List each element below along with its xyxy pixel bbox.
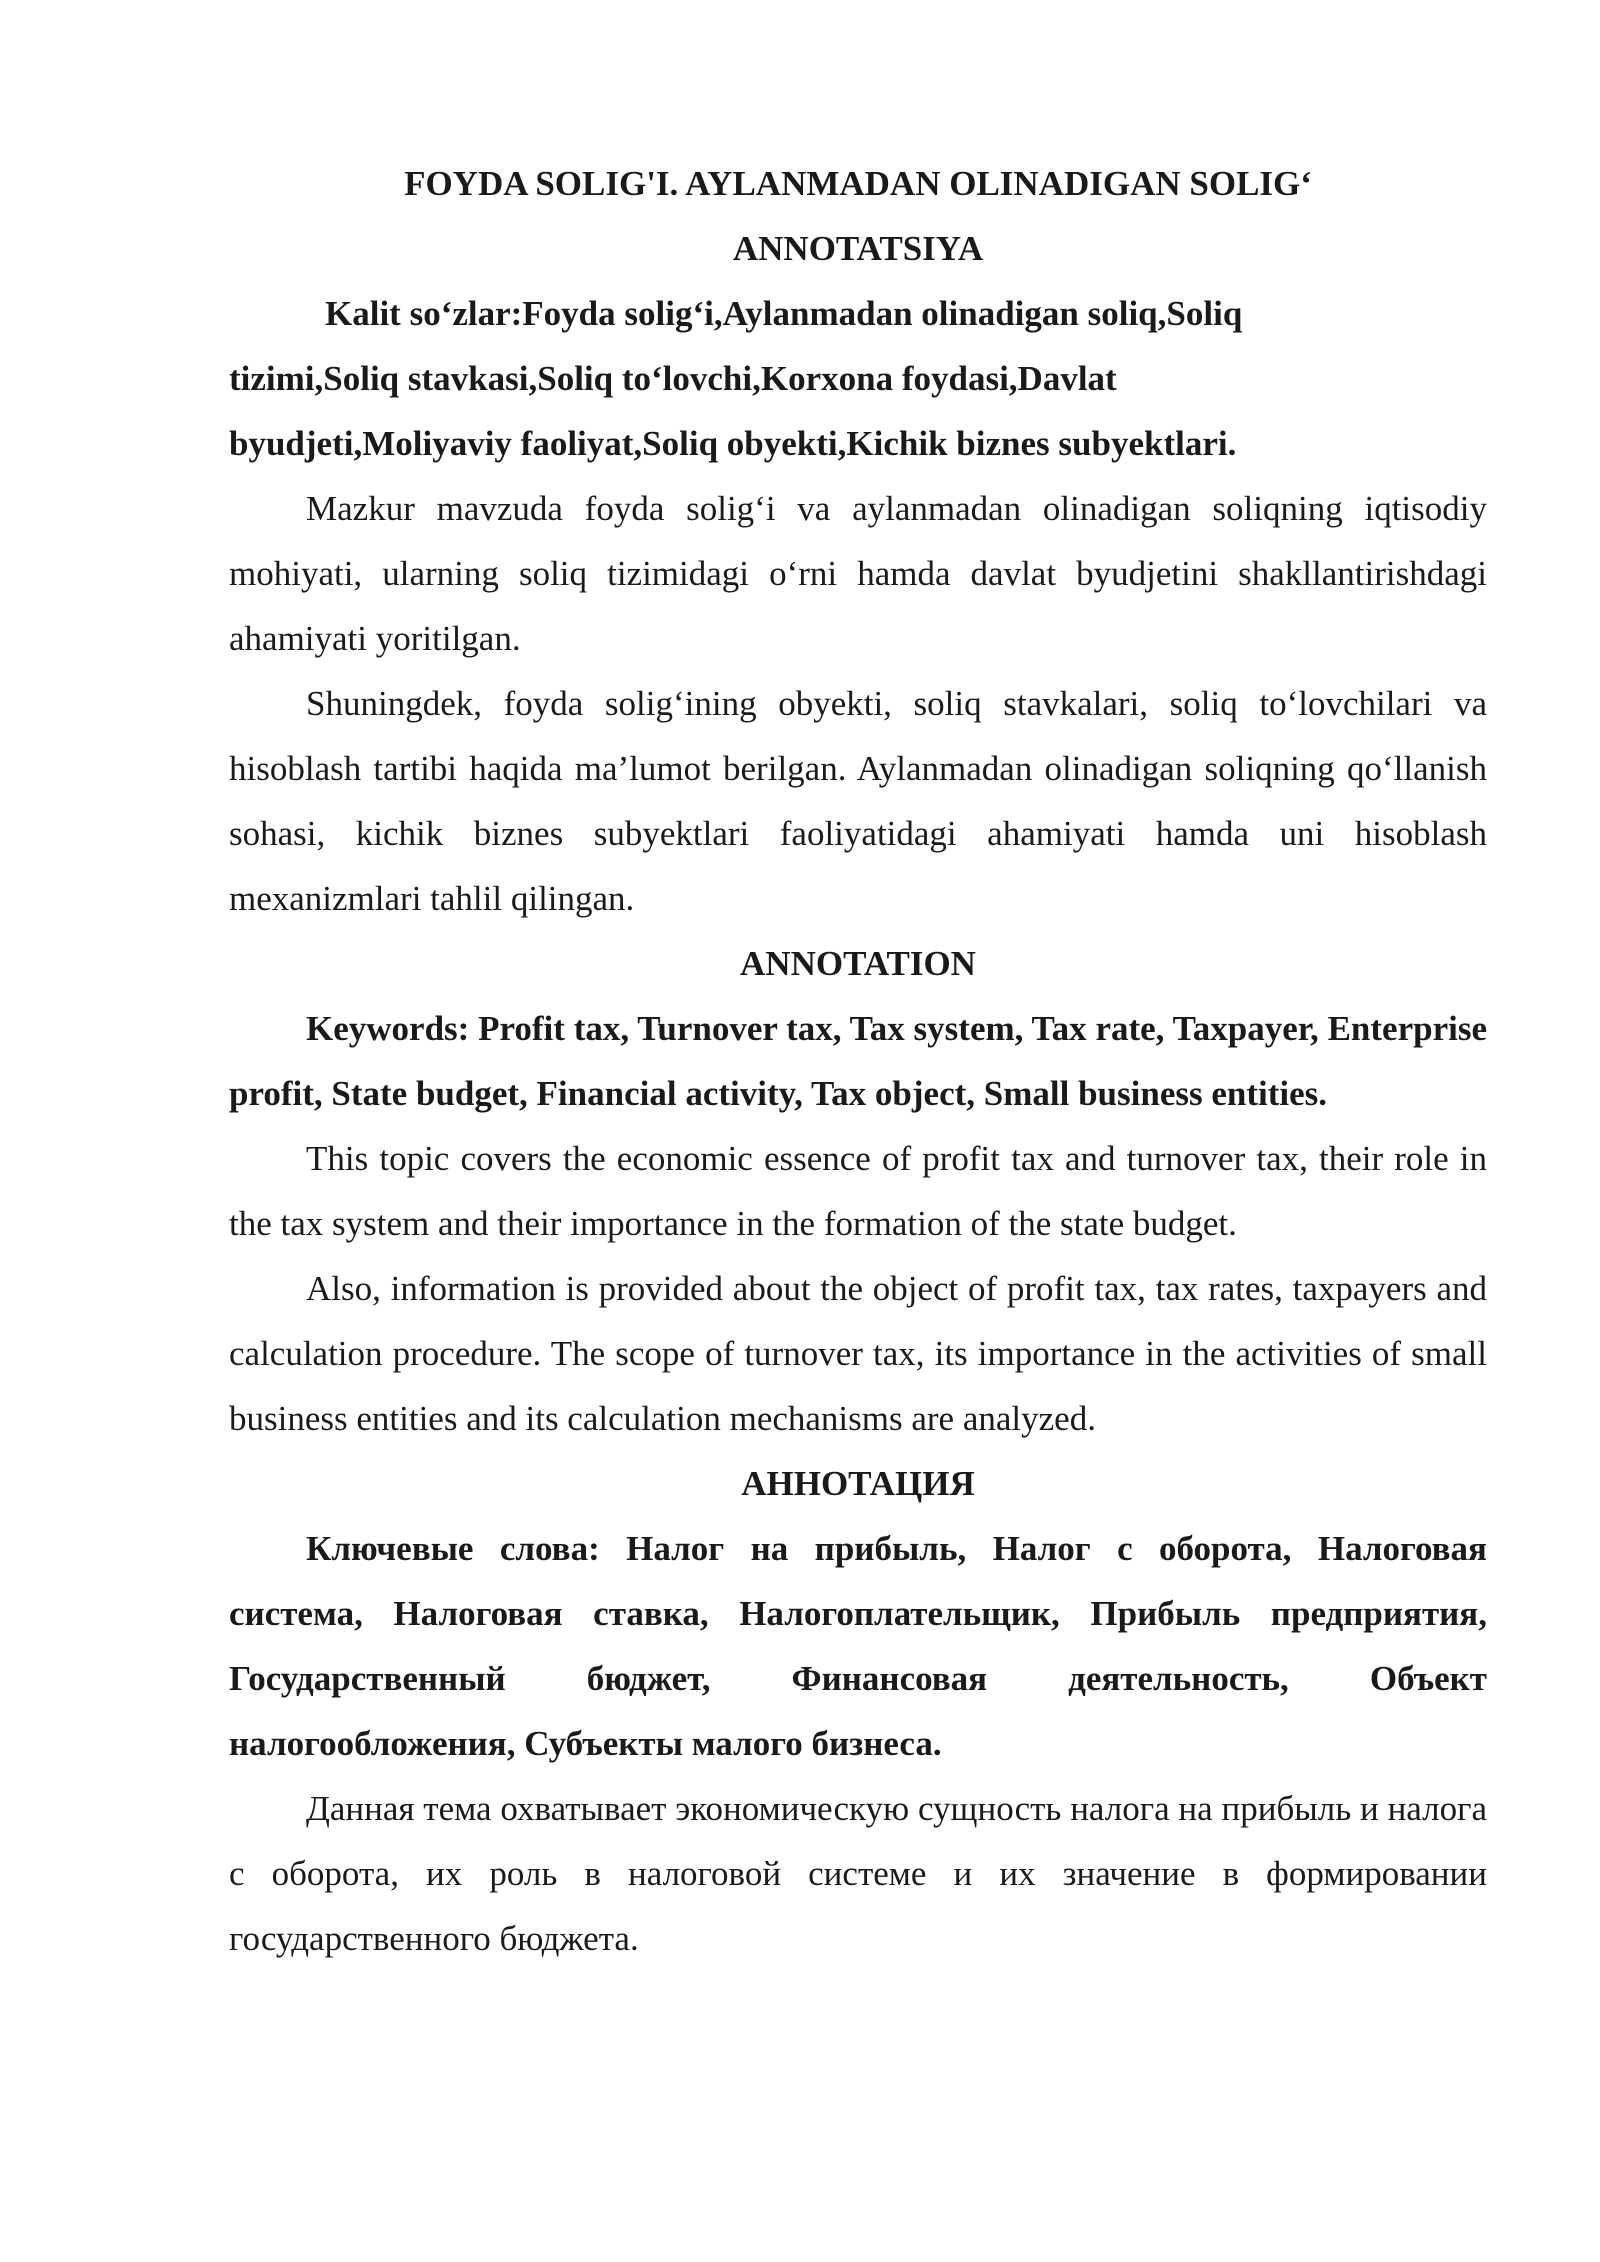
en-paragraph: This topic covers the economic essence of profit tax and turnover tax, their role in the tax system and their importance in the formation of the state budget. <box>229 1139 1487 1243</box>
ru-annotation-heading: АННОТАЦИЯ <box>741 1464 975 1503</box>
uz-paragraph: Shuningdek, foyda solig‘ining obyekti, soliq stavkalari, soliq to‘lovchilari va hisoblash tartibi haqida ma’lumot berilgan. Aylanmadan olinadigan soliqning qo‘llanish sohasi, kichik biznes subyektlari faoliyatidagi ahamiyati hamda uni hisoblash mexanizmlari tahlil qilingan. <box>229 684 1487 918</box>
uz-keywords-line: tizimi,Soliq stavkasi,Soliq to‘lovchi,Korxona foydasi,Davlat <box>229 359 1117 398</box>
en-keywords: Keywords: Profit tax, Turnover tax, Tax system, Tax rate, Taxpayer, Enterprise profit, State budget, Financial activity, Tax object, Small business entities. <box>229 1009 1487 1113</box>
ru-keywords: Ключевые слова: Налог на прибыль, Налог с оборота, Налоговая система, Налоговая ставка, Налогоплательщик, Прибыль предприятия, Государственный бюджет, Финансовая деятельность, Объект налогообложения, Субъекты малого бизнеса. <box>229 1529 1487 1763</box>
ru-paragraph: Данная тема охватывает экономическую сущность налога на прибыль и налога с оборота, их роль в налоговой системе и их значение в формировании государственного бюджета. <box>229 1789 1487 1958</box>
uz-paragraph: Mazkur mavzuda foyda solig‘i va aylanmadan olinadigan soliqning iqtisodiy mohiyati, ularning soliq tizimidagi o‘rni hamda davlat byudjetini shakllantirishdagi ahamiyati yoritilgan. <box>229 489 1487 658</box>
document-title: FOYDA SOLIG'I. AYLANMADAN OLINADIGAN SOLIG‘ <box>404 164 1312 203</box>
uz-keywords <box>229 281 1487 476</box>
en-paragraph: Also, information is provided about the object of profit tax, tax rates, taxpayers and calculation procedure. The scope of turnover tax, its importance in the activities of small business entities and its calculation mechanisms are analyzed. <box>229 1269 1487 1438</box>
uz-keywords-line: Kalit so‘zlar:Foyda solig‘i,Aylanmadan olinadigan soliq,Soliq <box>325 294 1243 333</box>
en-annotation-heading: ANNOTATION <box>740 944 976 983</box>
uz-annotation-heading: ANNOTATSIYA <box>732 229 984 268</box>
document-page <box>229 151 1487 1971</box>
uz-keywords-line: byudjeti,Moliyaviy faoliyat,Soliq obyekti,Kichik biznes subyektlari. <box>229 424 1237 463</box>
